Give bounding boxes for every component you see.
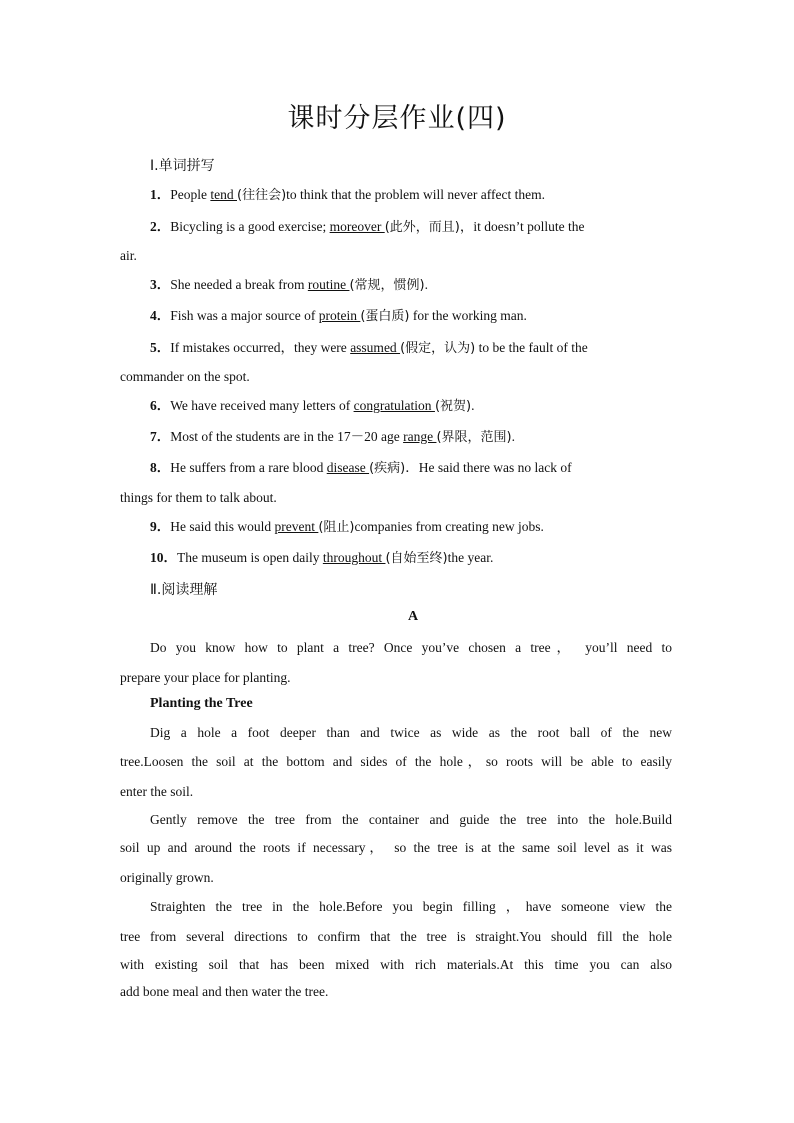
chinese-hint: (界限，范围) bbox=[436, 430, 512, 445]
question-text: ．He said there was no lack of bbox=[405, 460, 572, 475]
question-number: 10． bbox=[150, 550, 177, 565]
chinese-hint: (自始至终) bbox=[385, 551, 448, 566]
answer-word: assumed bbox=[350, 340, 401, 355]
paragraph-1-line: enter the soil. bbox=[120, 784, 194, 799]
question-8-continuation: things for them to talk about. bbox=[120, 490, 277, 505]
section-vocabulary-heading: Ⅰ.单词拼写 bbox=[150, 158, 215, 174]
question-5-continuation: commander on the spot. bbox=[120, 369, 250, 384]
paragraph-2-line: originally grown. bbox=[120, 870, 214, 885]
question-text: If mistakes occurred，they were bbox=[170, 340, 351, 355]
question-text: to think that the problem will never affect them. bbox=[286, 187, 545, 202]
question-text: Most of the students are in the 17－20 age bbox=[170, 429, 404, 444]
question-number: 5． bbox=[150, 340, 171, 355]
chinese-hint: (往往会) bbox=[237, 188, 287, 203]
answer-word: protein bbox=[318, 308, 361, 323]
answer-word: throughout bbox=[322, 550, 386, 565]
question-1 bbox=[150, 185, 672, 206]
answer-word: routine bbox=[307, 277, 350, 292]
passage-subtitle: Planting the Tree bbox=[150, 696, 253, 711]
question-number: 7． bbox=[150, 429, 171, 444]
question-3 bbox=[150, 275, 672, 296]
question-7 bbox=[150, 427, 672, 448]
paragraph-3-line: tree from several directions to confirm that the tree is straight.You should fill the hole bbox=[120, 929, 672, 944]
question-8 bbox=[150, 458, 672, 479]
section-reading-heading: Ⅱ.阅读理解 bbox=[150, 582, 218, 598]
question-number: 1． bbox=[150, 187, 171, 202]
question-number: 2． bbox=[150, 219, 171, 234]
question-text: He said this would bbox=[170, 519, 275, 534]
passage-intro-line: prepare your place for planting. bbox=[120, 670, 291, 685]
passage-intro-line: Do you know how to plant a tree? Once you’ve chosen a tree， you’ll need to bbox=[150, 640, 672, 655]
paragraph-3-line: add bone meal and then water the tree. bbox=[120, 984, 329, 999]
answer-word: moreover bbox=[329, 219, 385, 234]
passage-label: A bbox=[407, 609, 419, 624]
question-text: the year. bbox=[447, 550, 494, 565]
question-2-continuation: air. bbox=[120, 248, 137, 263]
question-6 bbox=[150, 396, 672, 417]
question-10 bbox=[150, 548, 672, 569]
question-number: 8． bbox=[150, 460, 171, 475]
paragraph-2-line: soil up and around the roots if necessary， so the tree is at the same soil level as it was bbox=[120, 840, 672, 855]
question-text: People bbox=[170, 187, 211, 202]
question-text: . bbox=[471, 398, 475, 413]
question-text: We have received many letters of bbox=[170, 398, 354, 413]
chinese-hint: (疾病) bbox=[369, 461, 406, 476]
question-text: to be the fault of the bbox=[475, 340, 588, 355]
question-text: She needed a break from bbox=[170, 277, 308, 292]
page-title: 课时分层作业(四) bbox=[287, 103, 507, 134]
question-text: . bbox=[424, 277, 428, 292]
paragraph-3-line: with existing soil that has been mixed with rich materials.At this time you can also bbox=[120, 957, 672, 972]
answer-word: congratulation bbox=[353, 398, 435, 413]
question-text: companies from creating new jobs. bbox=[354, 519, 544, 534]
paragraph-1-line: tree.Loosen the soil at the bottom and sides of the hole，so roots will be able to easily bbox=[120, 754, 672, 769]
question-text: Bicycling is a good exercise; bbox=[170, 219, 330, 234]
question-text: The museum is open daily bbox=[177, 550, 323, 565]
question-number: 9． bbox=[150, 519, 171, 534]
question-text: for the working man. bbox=[409, 308, 527, 323]
question-number: 3． bbox=[150, 277, 171, 292]
question-2 bbox=[150, 217, 672, 238]
answer-word: prevent bbox=[274, 519, 319, 534]
paragraph-2-line: Gently remove the tree from the container and guide the tree into the hole.Build bbox=[150, 812, 672, 827]
chinese-hint: (假定，认为) bbox=[400, 341, 476, 356]
question-4 bbox=[150, 306, 672, 327]
question-text: Fish was a major source of bbox=[170, 308, 319, 323]
question-number: 6． bbox=[150, 398, 171, 413]
chinese-hint: (常规，惯例) bbox=[349, 278, 425, 293]
chinese-hint: (祝贺) bbox=[434, 399, 472, 414]
question-9 bbox=[150, 517, 672, 538]
chinese-hint: (此外，而且) bbox=[384, 220, 460, 235]
question-5 bbox=[150, 338, 672, 359]
question-text: He suffers from a rare blood bbox=[170, 460, 327, 475]
answer-word: range bbox=[403, 429, 437, 444]
chinese-hint: (蛋白质) bbox=[360, 309, 410, 324]
question-text: ，it doesn’t pollute the bbox=[459, 219, 585, 234]
question-number: 4． bbox=[150, 308, 171, 323]
question-text: . bbox=[511, 429, 515, 444]
paragraph-1-line: Dig a hole a foot deeper than and twice as wide as the root ball of the new bbox=[150, 725, 672, 740]
answer-word: tend bbox=[210, 187, 237, 202]
paragraph-3-line: Straighten the tree in the hole.Before you begin filling ，have someone view the bbox=[150, 899, 672, 914]
answer-word: disease bbox=[326, 460, 370, 475]
chinese-hint: (阻止) bbox=[318, 520, 355, 535]
